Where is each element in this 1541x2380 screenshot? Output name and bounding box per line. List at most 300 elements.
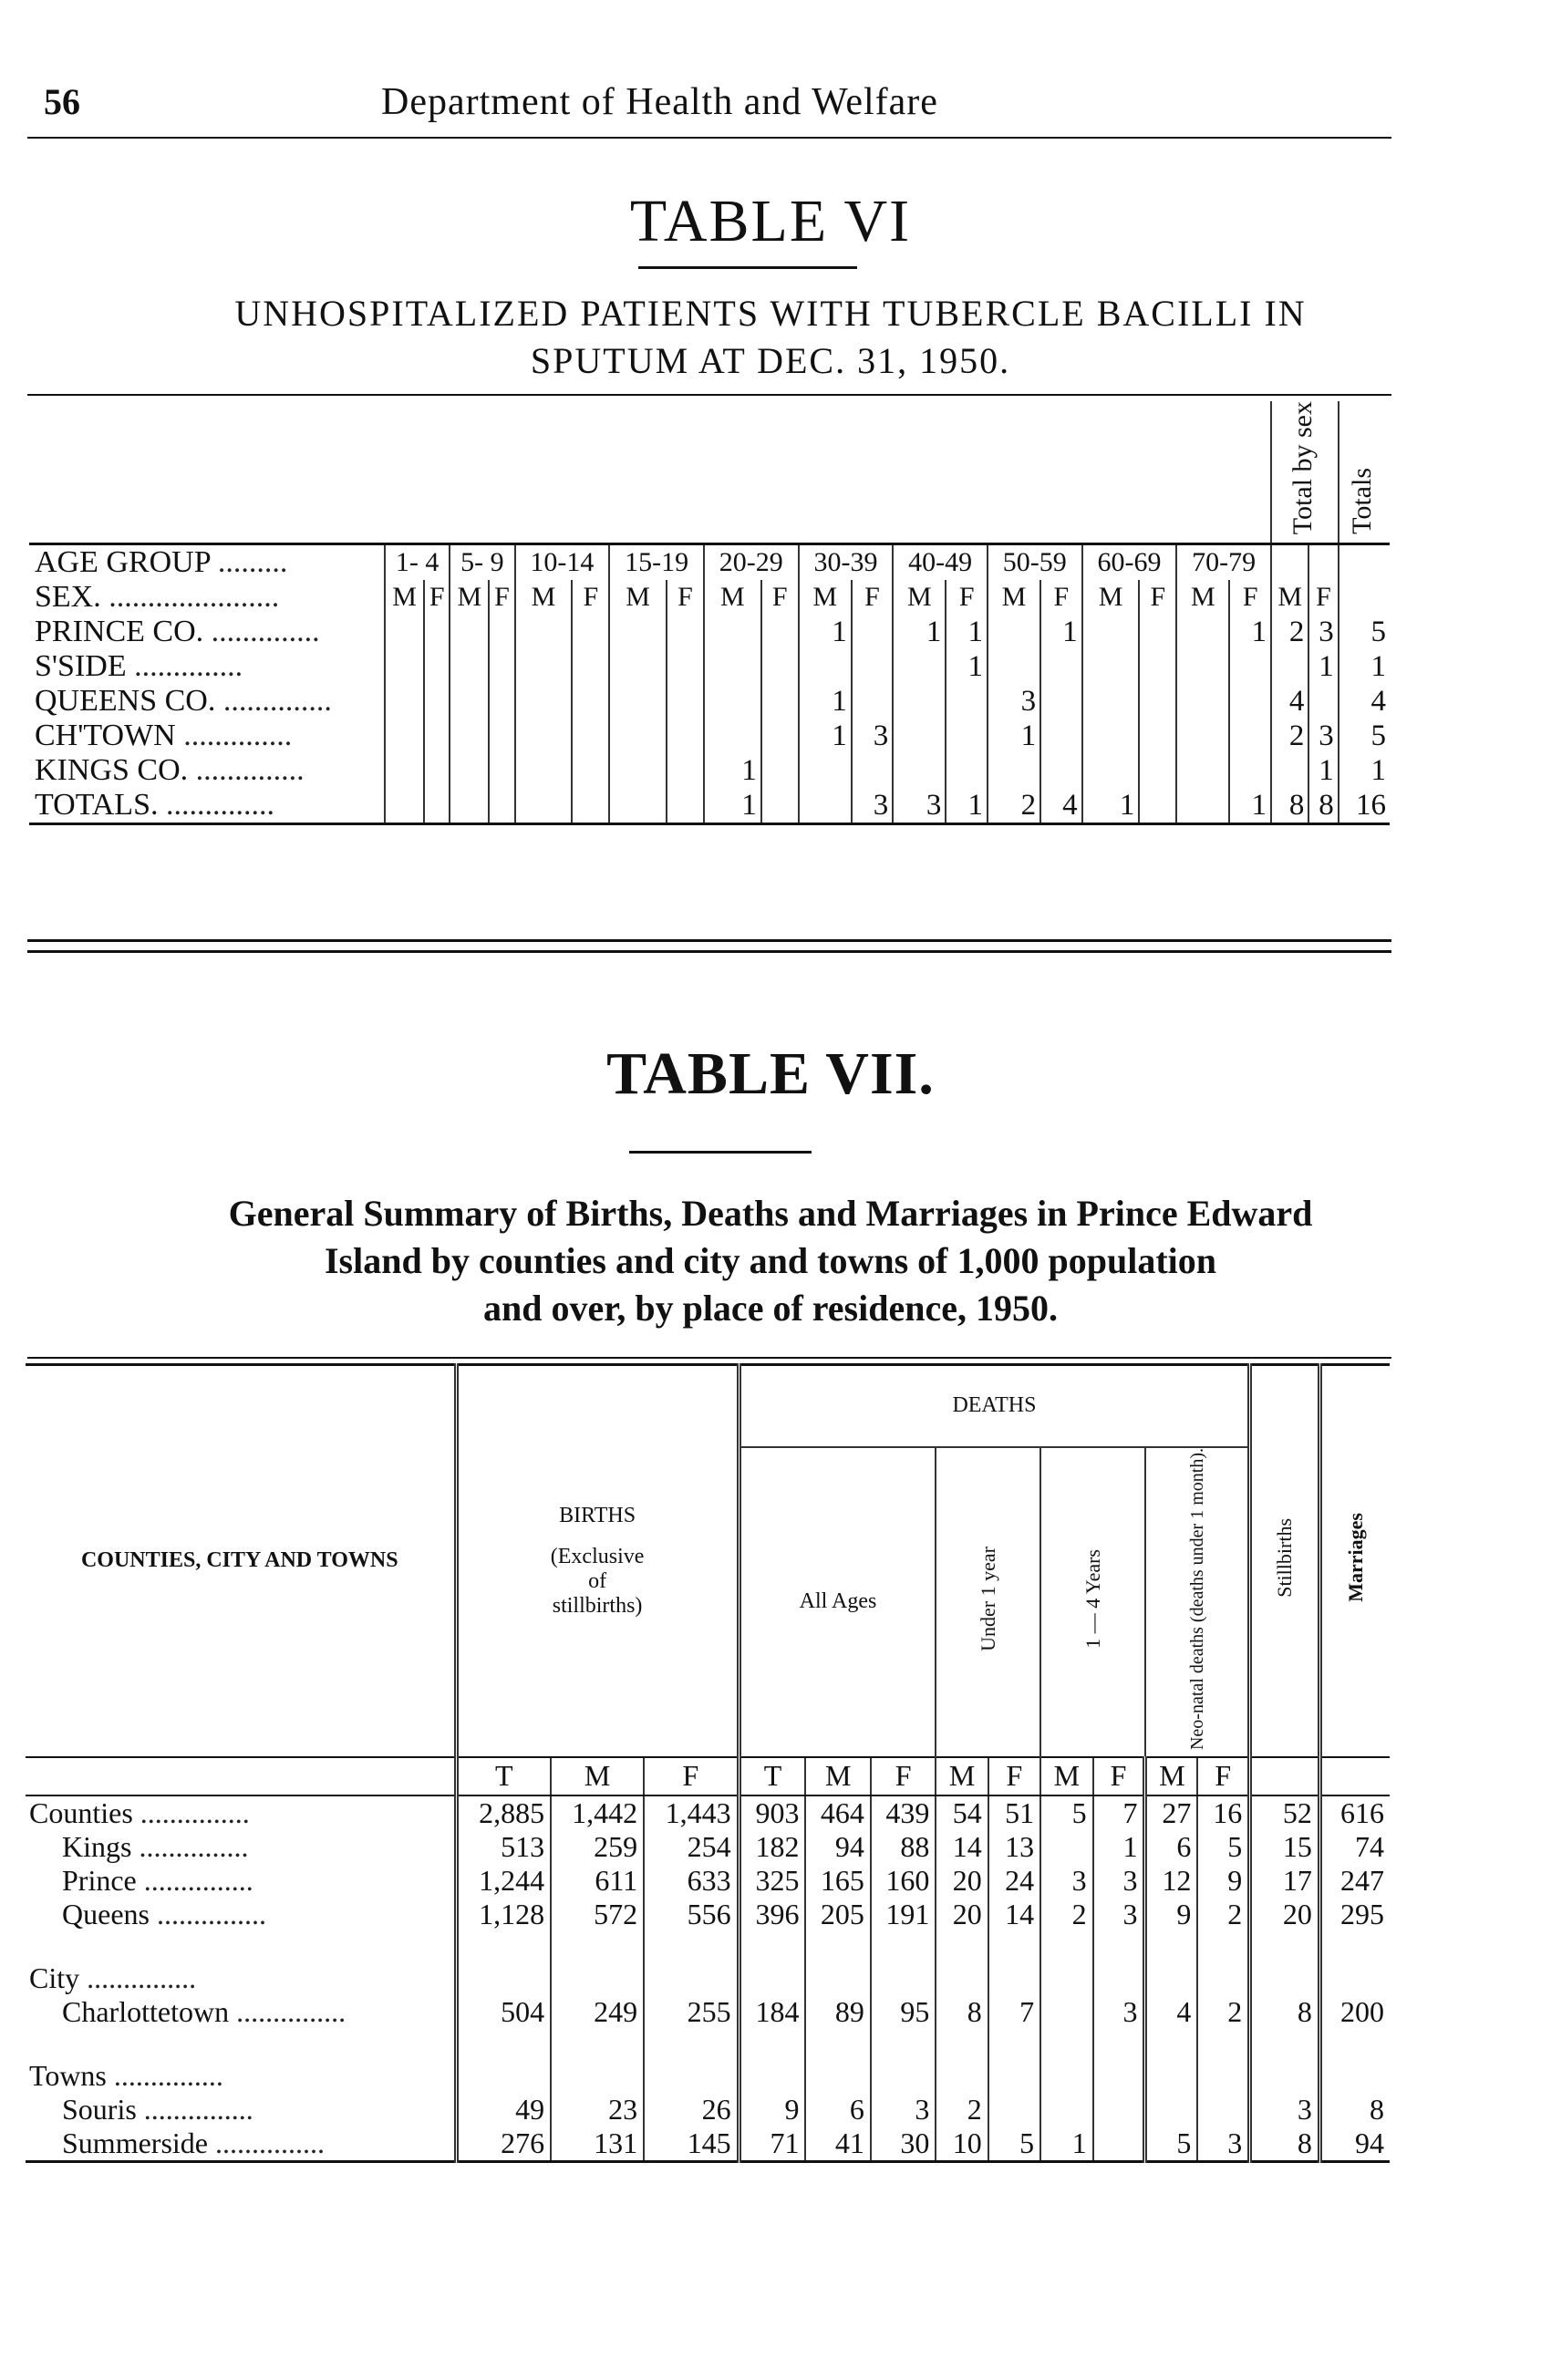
table7-cell: 2 (1197, 1898, 1249, 1931)
table6-total-by-sex-label: Total by sex (1287, 401, 1318, 535)
col-1to4-label: 1 — 4 Years (1081, 1548, 1104, 1649)
table7-cell (1250, 1931, 1320, 1995)
table7-cell (551, 1931, 644, 1995)
table7-cell: 30 (871, 2126, 936, 2162)
table7-subheader-8: M (1040, 1757, 1092, 1795)
table6-sex-label-text: SEX. (35, 580, 101, 615)
table6-cell (988, 615, 1040, 649)
table7-cell (1197, 1931, 1249, 1995)
table6-row-label-text: PRINCE CO. (35, 615, 204, 649)
table6-cell (893, 753, 946, 788)
table7-cell: 2 (1040, 1898, 1092, 1931)
table7-row (26, 1795, 1390, 1830)
table7-cell: 8 (1250, 1995, 1320, 2029)
table6-cell: 3 (852, 719, 894, 753)
table7-cell: 7 (988, 1995, 1040, 2029)
table6-cell: 3 (852, 788, 894, 824)
table7-cell (1319, 1931, 1390, 1995)
table6-leader-dots: .............. (203, 615, 320, 649)
table7-cell (1197, 2093, 1249, 2126)
table6-sex-f-0: F (424, 580, 450, 615)
table7-cell: 95 (871, 1995, 936, 2029)
table6-age-empty-3 (1339, 544, 1390, 581)
col-counties-header (26, 1365, 456, 1757)
table6-sex-f-6: F (946, 580, 988, 615)
table6-age-empty-1 (1271, 544, 1308, 581)
table7-leader-dots: ............... (79, 1961, 197, 1994)
table6-age-group-2: 10-14 (515, 544, 610, 581)
table7-cell: 616 (1319, 1795, 1390, 1830)
table6-leader-dots: ...................... (100, 580, 280, 615)
table6-subtitle-line2: SPUTUM AT DEC. 31, 1950. (530, 340, 1011, 381)
table6-cell (450, 684, 489, 719)
table7-cell: 7 (1093, 1795, 1145, 1830)
header-rule (27, 137, 1391, 139)
table7-subheader-row (26, 1757, 1390, 1795)
table6-cell (385, 649, 424, 684)
table6-cell (1271, 753, 1308, 788)
table7-cell: 396 (739, 1898, 805, 1931)
table7-cell: 89 (805, 1995, 870, 2029)
table6-leader-dots: .............. (175, 719, 293, 753)
table6-cell (609, 684, 667, 719)
table6-cell (799, 788, 852, 824)
table6-sex-m-5: M (799, 580, 852, 615)
table6-subtitle (0, 290, 1541, 385)
table7-cell: 131 (551, 2126, 644, 2162)
table7-subheader-marriages (1319, 1757, 1390, 1795)
table6-cell (761, 753, 799, 788)
table7-cell (1145, 2093, 1197, 2126)
table6-row-label-text: TOTALS. (35, 788, 159, 823)
table7-cell: 295 (1319, 1898, 1390, 1931)
table7-row-label (26, 1898, 456, 1931)
table6-sex-m-8: M (1082, 580, 1140, 615)
table6-cell (424, 753, 450, 788)
table7-row-label (26, 1830, 456, 1864)
col-births-l1: BIRTHS (559, 1503, 636, 1527)
table6-cell (385, 719, 424, 753)
table7-cell: 8 (1319, 2093, 1390, 2126)
table6-age-group-0: 1- 4 (385, 544, 450, 581)
table7-cell: 205 (805, 1898, 870, 1931)
table7-cell: 54 (936, 1795, 988, 1830)
table6-cell (489, 788, 514, 824)
table7-cell: 5 (1040, 1795, 1092, 1830)
table7-cell (1040, 1931, 1092, 1995)
table6-cell (704, 719, 761, 753)
table7-subheader-stillbirths (1250, 1757, 1320, 1795)
table7-cell: 12 (1145, 1864, 1197, 1898)
table6-cell (799, 753, 852, 788)
table6-cell (424, 684, 450, 719)
table6-cell (1139, 753, 1176, 788)
table7-subtitle (0, 1190, 1541, 1332)
table7-cell: 24 (988, 1864, 1040, 1898)
table6-cell (852, 615, 894, 649)
table6-cell (988, 753, 1040, 788)
table7-cell: 1,128 (456, 1898, 551, 1931)
table6-cell (489, 753, 514, 788)
col-1to4-header (1040, 1447, 1145, 1757)
table7-cell: 504 (456, 1995, 551, 2029)
table7-subheader-10: M (1145, 1757, 1197, 1795)
table7-cell: 611 (551, 1864, 644, 1898)
table6-cell (1229, 719, 1271, 753)
table6-age-group-1: 5- 9 (450, 544, 514, 581)
col-under1-header (936, 1447, 1040, 1757)
table7-cell: 3 (1093, 1898, 1145, 1931)
table7-cell: 71 (739, 2126, 805, 2162)
table7-cell: 9 (1197, 1864, 1249, 1898)
col-stillbirths-label: Stillbirths (1273, 1517, 1297, 1598)
table7-cell (551, 2029, 644, 2093)
table6-cell (667, 719, 704, 753)
table6-age-group-3: 15-19 (609, 544, 704, 581)
table7-cell (1093, 1931, 1145, 1995)
table7-cell: 259 (551, 1830, 644, 1864)
table6-total-by-sex-header (1271, 401, 1339, 544)
table6-cell (609, 719, 667, 753)
table7-cell: 191 (871, 1898, 936, 1931)
table7-cell: 325 (739, 1864, 805, 1898)
table6-cell (1139, 649, 1176, 684)
table7-subheader-5: F (871, 1757, 936, 1795)
table6-top-rule (27, 394, 1391, 396)
table7-cell: 1 (1040, 2126, 1092, 2162)
table6-cell: 1 (946, 788, 988, 824)
table7-cell: 255 (644, 1995, 739, 2029)
table6-cell (450, 788, 489, 824)
table6-cell (667, 684, 704, 719)
table6-cell (893, 649, 946, 684)
table6-cell (1082, 719, 1140, 753)
col-marriages-header (1319, 1365, 1390, 1757)
table6-cell (946, 684, 988, 719)
table6-cell (667, 615, 704, 649)
table6-cell (761, 649, 799, 684)
table6-row-label-text: KINGS CO. (35, 753, 189, 788)
table6-cell: 1 (1339, 649, 1390, 684)
table6-age-label-text: AGE GROUP (35, 545, 211, 580)
table6-cell: 8 (1271, 788, 1308, 824)
table6-sex-f-7: F (1040, 580, 1082, 615)
table6-sex-m-0: M (385, 580, 424, 615)
table6-sex-f-2: F (572, 580, 609, 615)
table6-cell (424, 649, 450, 684)
table7-cell: 26 (644, 2093, 739, 2126)
table7 (26, 1363, 1390, 2163)
table6-sex-f-8: F (1139, 580, 1176, 615)
table6-row-label-text: S'SIDE (35, 649, 127, 684)
table6-cell (515, 753, 573, 788)
table6-cell (489, 649, 514, 684)
table6-row-label (29, 684, 385, 719)
table7-cell (1145, 2029, 1197, 2093)
table7-cell: 6 (805, 2093, 870, 2126)
table6-sex-m-3: M (609, 580, 667, 615)
table6-row-label (29, 753, 385, 788)
table7-cell (1093, 2093, 1145, 2126)
table7-row-label (26, 1931, 456, 1995)
table7-cell: 10 (936, 2126, 988, 2162)
table6-row (29, 753, 1390, 788)
table7-cell (871, 1931, 936, 1995)
table7-cell: 2 (1197, 1995, 1249, 2029)
table7-row (26, 1995, 1390, 2029)
table7-subtitle-line1: General Summary of Births, Deaths and Marriages in Prince Edward (228, 1193, 1313, 1234)
table7-row-label (26, 2029, 456, 2093)
table7-cell: 182 (739, 1830, 805, 1864)
table6-cell (704, 615, 761, 649)
col-all-ages-header (739, 1447, 936, 1757)
table6-sex-f-9: F (1229, 580, 1271, 615)
table6-row (29, 615, 1390, 649)
table7-leader-dots: ............... (131, 1829, 249, 1863)
table6-sex-m-6: M (893, 580, 946, 615)
table7-cell: 247 (1319, 1864, 1390, 1898)
table7-title: TABLE VII. (606, 1040, 935, 1107)
table6-cell (489, 684, 514, 719)
table6-cell (572, 684, 609, 719)
table7-row-label (26, 2093, 456, 2126)
table6-cell: 1 (704, 788, 761, 824)
table7-cell: 145 (644, 2126, 739, 2162)
table7-cell (456, 2029, 551, 2093)
table6-row-label (29, 719, 385, 753)
table7-cell: 9 (1145, 1898, 1197, 1931)
table7-cell: 633 (644, 1864, 739, 1898)
table6-cell: 2 (1271, 719, 1308, 753)
table7-cell (1040, 2093, 1092, 2126)
table6-cell (893, 719, 946, 753)
table6-cell (799, 649, 852, 684)
table6-cell (1176, 788, 1229, 824)
table6-sex-label (29, 580, 385, 615)
table6-leader-dots: .............. (215, 684, 332, 719)
table6-title: TABLE VI (629, 188, 912, 254)
table6-cell: 5 (1339, 615, 1390, 649)
table7-cell: 20 (936, 1864, 988, 1898)
table6-age-label (29, 544, 385, 581)
table6-cell (1139, 684, 1176, 719)
table7-row-label-text: Prince (62, 1863, 137, 1897)
col-neonatal-header (1145, 1447, 1250, 1757)
table7-cell (456, 1931, 551, 1995)
table7-cell: 200 (1319, 1995, 1390, 2029)
table7-leader-dots: ............... (136, 2092, 253, 2126)
table6-cell (946, 719, 988, 753)
table7-cell (988, 1931, 1040, 1995)
double-rule-bottom (27, 950, 1391, 953)
table7-cell: 254 (644, 1830, 739, 1864)
table6-age-group-5: 30-39 (799, 544, 894, 581)
table7-subheader-6: M (936, 1757, 988, 1795)
table6-cell (572, 615, 609, 649)
table6-cell (893, 684, 946, 719)
table6-age-group-8: 60-69 (1082, 544, 1177, 581)
table6-cell (704, 649, 761, 684)
table6-cell (515, 649, 573, 684)
table6-sex-f-3: F (667, 580, 704, 615)
table6-leader-dots: .............. (126, 649, 243, 684)
table6-cell (424, 788, 450, 824)
table7-cell: 27 (1145, 1795, 1197, 1830)
table6-cell (385, 788, 424, 824)
table6-header-blank (29, 401, 1271, 544)
table6-cell (1040, 649, 1082, 684)
table7-row (26, 1830, 1390, 1864)
table6-cell (424, 615, 450, 649)
table7-cell: 4 (1145, 1995, 1197, 2029)
table7-cell: 94 (805, 1830, 870, 1864)
table7-cell: 165 (805, 1864, 870, 1898)
table6-cell (609, 788, 667, 824)
table6-cell: 1 (1339, 753, 1390, 788)
table6-sex-m-10: M (1271, 580, 1308, 615)
table6-cell (515, 684, 573, 719)
double-rule-top (27, 939, 1391, 942)
table7-cell: 74 (1319, 1830, 1390, 1864)
table6-cell: 4 (1339, 684, 1390, 719)
table7-cell: 8 (1250, 2126, 1320, 2162)
table7-cell (1040, 1830, 1092, 1864)
table6-cell (572, 753, 609, 788)
col-births-l2: (Exclusive (550, 1544, 645, 1568)
table7-cell: 1,442 (551, 1795, 644, 1830)
table7-cell: 249 (551, 1995, 644, 2029)
table6-row-label-text: QUEENS CO. (35, 684, 216, 719)
col-under1-label: Under 1 year (976, 1546, 999, 1651)
table7-cell: 903 (739, 1795, 805, 1830)
table6-cell (852, 649, 894, 684)
table7-subheader-7: F (988, 1757, 1040, 1795)
table7-leader-dots: ............... (207, 2126, 325, 2159)
table7-cell: 5 (1197, 1830, 1249, 1864)
table7-cell (739, 1931, 805, 1995)
table6-sex-m-1: M (450, 580, 489, 615)
table7-cell: 23 (551, 2093, 644, 2126)
table7-cell (805, 2029, 870, 2093)
table7-row-label-text: Queens (62, 1897, 150, 1930)
table6-row-label (29, 649, 385, 684)
table6-cell: 1 (1040, 615, 1082, 649)
table6-cell: 1 (1082, 788, 1140, 824)
col-all-ages-label: All Ages (799, 1589, 877, 1613)
table7-cell: 20 (936, 1898, 988, 1931)
table6-sex-f-1: F (489, 580, 514, 615)
table7-cell: 6 (1145, 1830, 1197, 1864)
table6-sex-m-4: M (704, 580, 761, 615)
table7-cell: 1,244 (456, 1864, 551, 1898)
table6-cell (1082, 753, 1140, 788)
table6-cell (1176, 649, 1229, 684)
table6-cell (1139, 615, 1176, 649)
col-counties-label: COUNTIES, CITY AND TOWNS (80, 1548, 398, 1573)
table6-cell (1229, 649, 1271, 684)
table7-cell (1040, 1995, 1092, 2029)
table6-cell (946, 753, 988, 788)
table6-sex-f-4: F (761, 580, 799, 615)
table6-cell: 3 (893, 788, 946, 824)
table7-cell: 2 (936, 2093, 988, 2126)
table6-cell (761, 719, 799, 753)
table6-cell (1176, 684, 1229, 719)
table6-cell (1176, 615, 1229, 649)
table6-row-label (29, 615, 385, 649)
table7-cell: 94 (1319, 2126, 1390, 2162)
col-births-l4: stillbirths) (552, 1593, 643, 1618)
table7-cell: 14 (936, 1830, 988, 1864)
table6-cell: 5 (1339, 719, 1390, 753)
table7-cell (644, 1931, 739, 1995)
table7-subheader-11: F (1197, 1757, 1249, 1795)
table6-cell (1040, 753, 1082, 788)
table6-sex-row (29, 580, 1390, 615)
table7-subheader-2: F (644, 1757, 739, 1795)
table6-cell (1082, 684, 1140, 719)
table6-totals-header (1339, 401, 1390, 544)
table7-row-label (26, 1995, 456, 2029)
col-stillbirths-header (1250, 1365, 1320, 1757)
table6-cell: 1 (1308, 753, 1338, 788)
table7-row-label-text: Counties (29, 1795, 133, 1829)
table6-leader-dots: ......... (210, 545, 288, 580)
table6-cell: 1 (946, 649, 988, 684)
table6-row (29, 788, 1390, 824)
table7-row-label-text: Towns (29, 2058, 107, 2092)
table6-cell (515, 719, 573, 753)
table7-cell: 52 (1250, 1795, 1320, 1830)
table6-age-group-7: 50-59 (988, 544, 1082, 581)
table7-row (26, 1931, 1390, 1995)
col-deaths-label: DEATHS (952, 1393, 1037, 1418)
table6-row-label (29, 788, 385, 824)
table7-leader-dots: ............... (149, 1897, 266, 1930)
col-births-header (456, 1365, 739, 1757)
table7-cell: 3 (1093, 1864, 1145, 1898)
table6-cell (704, 684, 761, 719)
table7-subtitle-line3: and over, by place of residence, 1950. (483, 1288, 1058, 1329)
table6-cell (489, 615, 514, 649)
table7-cell: 9 (739, 2093, 805, 2126)
table6-cell (385, 615, 424, 649)
table6-cell: 3 (988, 684, 1040, 719)
table7-cell (936, 1931, 988, 1995)
table6-cell (1176, 753, 1229, 788)
table7-cell: 41 (805, 2126, 870, 2162)
table7-leader-dots: ............... (229, 1994, 346, 2028)
table7-cell: 3 (1250, 2093, 1320, 2126)
table6-cell (1040, 684, 1082, 719)
table6-cell (450, 753, 489, 788)
table6-cell (489, 719, 514, 753)
table7-cell: 13 (988, 1830, 1040, 1864)
table6-age-group-9: 70-79 (1176, 544, 1271, 581)
page-header (44, 80, 1384, 135)
table6-cell: 1 (1229, 615, 1271, 649)
table6-cell: 2 (988, 788, 1040, 824)
table6-cell: 1 (704, 753, 761, 788)
table6-cell: 4 (1271, 684, 1308, 719)
table7-cell: 160 (871, 1864, 936, 1898)
table6-cell: 1 (799, 719, 852, 753)
table7-row-label-text: City (29, 1961, 80, 1994)
table7-cell: 1,443 (644, 1795, 739, 1830)
table6-cell (667, 753, 704, 788)
table6-cell (1082, 649, 1140, 684)
table6-sex-f-10: F (1308, 580, 1338, 615)
